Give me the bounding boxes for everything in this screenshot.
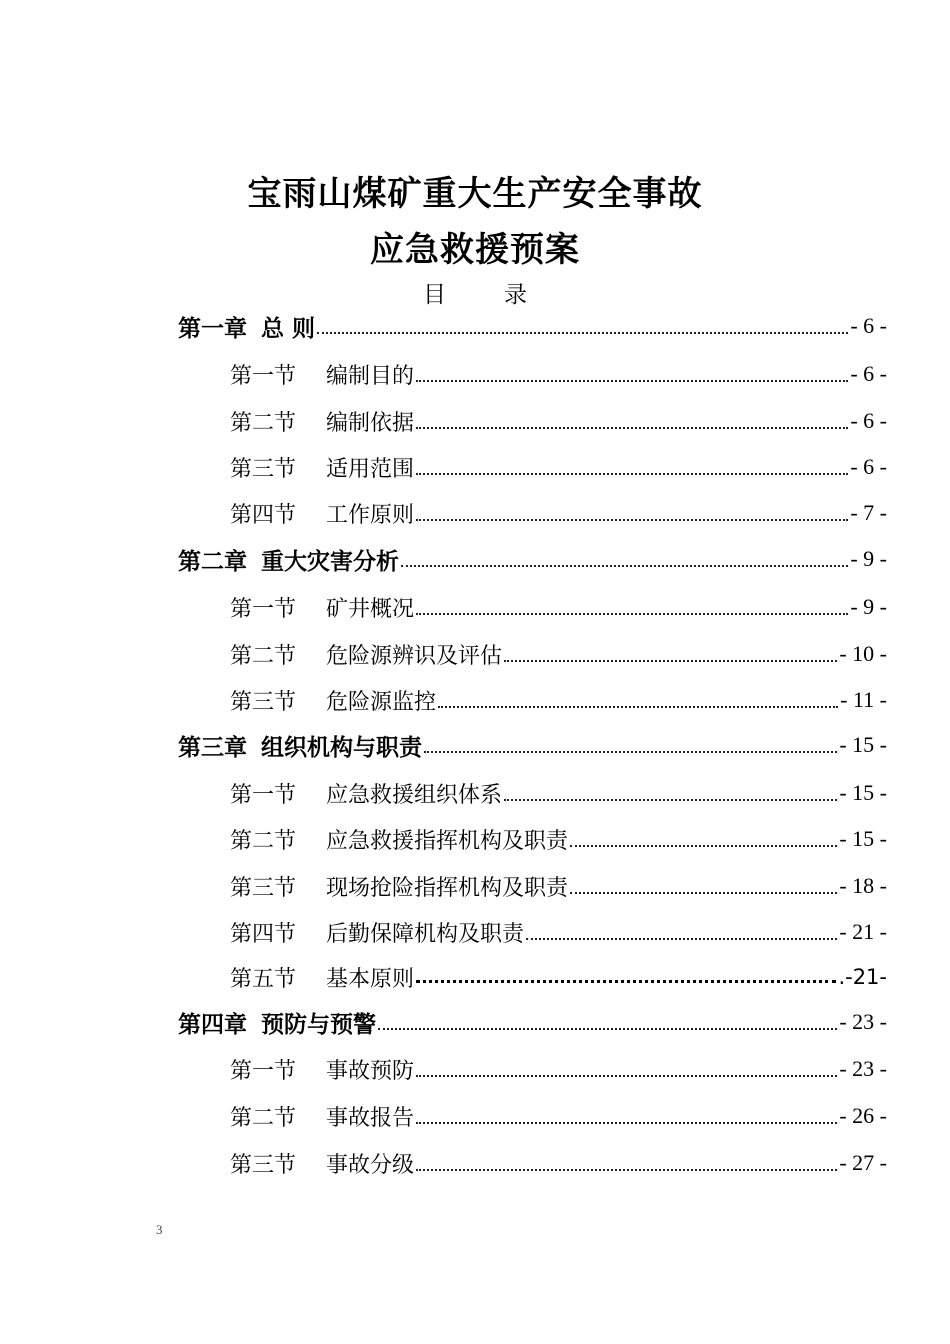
toc-entry-title: 危险源辨识及评估	[326, 643, 503, 669]
toc-chapter-entry[interactable]	[178, 309, 887, 343]
toc-entry-title: 基本原则	[326, 966, 415, 992]
toc-entry-title: 编制目的	[326, 363, 415, 389]
toc-chapter-entry[interactable]	[178, 542, 887, 576]
toc-page-number: - 18 -	[839, 873, 887, 898]
toc-entry-number: 第一节	[230, 596, 297, 622]
toc-page-number: - 27 -	[839, 1150, 887, 1175]
toc-dot-leader	[416, 380, 848, 382]
toc-chapter-entry[interactable]	[178, 728, 887, 762]
toc-section-entry[interactable]	[230, 590, 887, 624]
toc-entry-number: 第四节	[230, 502, 297, 528]
toc-page-number: - 11 -	[840, 687, 887, 712]
toc-entry-number: 第二章	[178, 547, 247, 575]
toc-page-number: - 6 -	[850, 313, 887, 338]
toc-entry-number: 第一节	[230, 363, 297, 389]
toc-entry-number: 第三节	[230, 456, 297, 482]
toc-entry-number: 第二节	[230, 643, 297, 669]
toc-entry-number: 第三节	[230, 875, 297, 901]
toc-entry-title: 危险源监控	[326, 689, 437, 715]
toc-page-number: - 6 -	[850, 454, 887, 479]
toc-dot-leader	[424, 751, 837, 753]
toc-entry-title: 现场抢险指挥机构及职责	[326, 875, 569, 901]
toc-dot-leader	[416, 980, 836, 983]
toc-entry-number: 第三章	[178, 733, 247, 761]
toc-entry-title: 应急救援组织体系	[326, 782, 503, 808]
toc-dot-leader	[317, 332, 848, 334]
toc-heading-left: 目	[423, 282, 446, 308]
toc-section-entry[interactable]	[230, 776, 887, 810]
toc-entry-number: 第一节	[230, 1058, 297, 1084]
toc-entry-number: 第一章	[178, 314, 247, 342]
toc-dot-leader	[570, 845, 837, 847]
toc-page-number: - 10 -	[839, 641, 887, 666]
toc-entry-title: 重大灾害分析	[261, 547, 399, 575]
toc-dot-leader	[438, 706, 838, 708]
toc-dot-leader	[504, 799, 837, 801]
toc-entry-title: 组织机构与职责	[261, 733, 422, 761]
toc-entry-title: 总 则	[261, 314, 316, 342]
toc-entry-title: 工作原则	[326, 502, 415, 528]
toc-entry-title: 应急救援指挥机构及职责	[326, 828, 569, 854]
toc-entry-title: 矿井概况	[326, 596, 415, 622]
toc-chapter-entry[interactable]	[178, 1005, 887, 1039]
toc-page-number: - 9 -	[850, 546, 887, 571]
toc-entry-title: 预防与预警	[261, 1010, 376, 1038]
toc-section-entry[interactable]	[230, 450, 887, 484]
toc-section-entry[interactable]	[230, 357, 887, 391]
toc-entry-title: 事故预防	[326, 1058, 415, 1084]
toc-page-number: - 6 -	[850, 361, 887, 386]
toc-entry-number: 第二节	[230, 410, 297, 436]
toc-dot-leader	[401, 565, 848, 567]
toc-dot-leader	[416, 427, 848, 429]
toc-dot-leader	[570, 892, 837, 894]
toc-entry-number: 第三节	[230, 1152, 297, 1178]
toc-section-entry[interactable]	[230, 683, 887, 717]
toc-page-number: - 23 -	[839, 1009, 887, 1034]
toc-entry-number: 第二节	[230, 828, 297, 854]
toc-page-number: - 15 -	[839, 732, 887, 757]
toc-entry-title: 后勤保障机构及职责	[326, 921, 525, 947]
toc-section-entry[interactable]	[230, 915, 887, 949]
toc-heading-right: 录	[504, 282, 527, 308]
toc-dot-leader	[378, 1028, 837, 1030]
toc-entry-number: 第一节	[230, 782, 297, 808]
toc-entry-number: 第四节	[230, 921, 297, 947]
toc-page-number: - 15 -	[839, 780, 887, 805]
toc-page-number: - 23 -	[839, 1056, 887, 1081]
toc-entry-number: 第五节	[230, 966, 297, 992]
toc-dot-leader	[526, 938, 837, 940]
toc-section-entry[interactable]	[230, 637, 887, 671]
toc-section-entry[interactable]	[230, 404, 887, 438]
toc-entry-title: 事故分级	[326, 1152, 415, 1178]
toc-entry-title: 适用范围	[326, 456, 415, 482]
toc-section-entry[interactable]	[230, 1099, 887, 1133]
document-title-line1: 宝雨山煤矿重大生产安全事故	[247, 174, 703, 214]
toc-page-number: - 26 -	[839, 1103, 887, 1128]
toc-page-number: - 21 -	[839, 919, 887, 944]
toc-page-number: - 6 -	[850, 408, 887, 433]
document-title-line2: 应急救援预案	[370, 230, 580, 270]
toc-page-number: - 15 -	[839, 826, 887, 851]
toc-dot-leader	[416, 613, 848, 615]
toc-section-entry[interactable]	[230, 960, 887, 994]
toc-section-entry[interactable]	[230, 1146, 887, 1180]
toc-entry-title: 编制依据	[326, 410, 415, 436]
toc-section-entry[interactable]	[230, 822, 887, 856]
toc-section-entry[interactable]	[230, 496, 887, 530]
toc-dot-leader	[416, 1075, 837, 1077]
toc-section-entry[interactable]	[230, 869, 887, 903]
toc-entry-number: 第四章	[178, 1010, 247, 1038]
toc-dot-leader	[416, 1169, 837, 1171]
toc-page-number: .-21-	[838, 965, 887, 989]
toc-dot-leader	[416, 519, 848, 521]
toc-entry-title: 事故报告	[326, 1105, 415, 1131]
toc-page-number: - 9 -	[850, 594, 887, 619]
page-footer-number: 3	[156, 1222, 163, 1237]
toc-dot-leader	[504, 660, 837, 662]
toc-dot-leader	[416, 1122, 837, 1124]
toc-entry-number: 第二节	[230, 1105, 297, 1131]
toc-dot-leader	[416, 473, 848, 475]
toc-entry-number: 第三节	[230, 689, 297, 715]
toc-section-entry[interactable]	[230, 1052, 887, 1086]
toc-page-number: - 7 -	[850, 500, 887, 525]
